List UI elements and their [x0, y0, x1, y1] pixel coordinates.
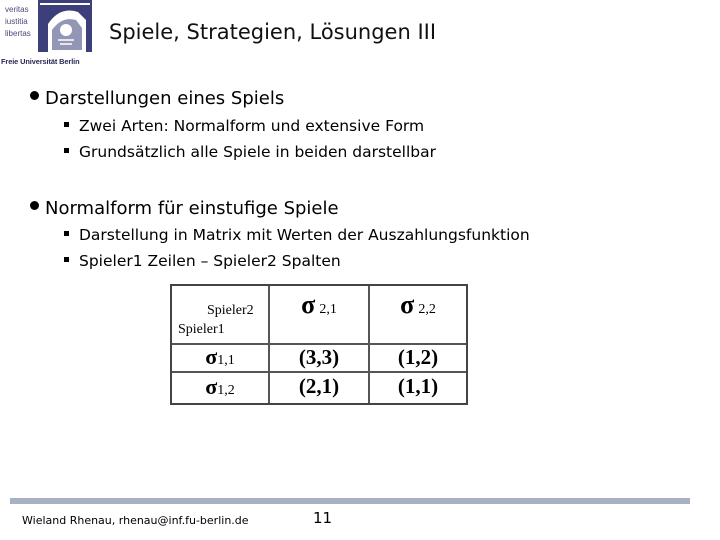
payoff-cell: [270, 374, 368, 399]
slide-title: Spiele, Strategien, Lösungen III: [109, 20, 437, 44]
payoff-value: (1,2): [397, 345, 439, 369]
bullet-heading: [30, 198, 339, 219]
bullet-heading: [30, 88, 284, 109]
payoff-matrix: [170, 284, 468, 405]
logo-motto-line: libertas: [5, 29, 31, 38]
bullet-item-text: Darstellung in Matrix mit Werten der Auszahlungsfunktion: [79, 226, 530, 244]
bullet-item: [64, 117, 424, 135]
payoff-cell: [370, 374, 466, 399]
logo-motto-line: veritas: [5, 5, 29, 14]
bullet-item-text: Zwei Arten: Normalform und extensive Form: [79, 117, 425, 135]
payoff-value: (1,1): [397, 374, 439, 398]
row-header-symbol: σ: [205, 344, 218, 369]
column-header: [370, 290, 466, 320]
bullet-heading-text: Normalform für einstufige Spiele: [45, 198, 339, 219]
bullet-item: [64, 252, 341, 270]
column-header-symbol: σ: [400, 290, 415, 319]
bullet-item-text: Grundsätzlich alle Spiele in beiden darstellbar: [79, 143, 436, 161]
university-logo: [0, 0, 92, 68]
square-bullet-icon: [64, 231, 69, 236]
bullet-item: [64, 143, 436, 161]
footer-rule: [10, 498, 690, 504]
payoff-cell: [370, 345, 466, 370]
footer-author: Wieland Rhenau, rhenau@inf.fu-berlin.de: [22, 514, 249, 527]
logo-motto-line: iustitia: [5, 17, 28, 26]
column-header-index: 2,2: [418, 302, 436, 317]
page-number: 11: [313, 509, 333, 527]
row-header-index: 1,2: [217, 383, 235, 398]
column-player-label: Spieler2: [207, 303, 254, 318]
bullet-dot-icon: [30, 201, 39, 210]
row-player-label: Spieler1: [178, 322, 225, 337]
row-header: [172, 344, 268, 370]
matrix-divider: [172, 371, 466, 373]
payoff-cell: [270, 345, 368, 370]
row-header-symbol: σ: [205, 374, 218, 399]
row-header: [172, 374, 268, 400]
bullet-item-text: Spieler1 Zeilen – Spieler2 Spalten: [79, 252, 341, 270]
bullet-dot-icon: [30, 91, 39, 100]
bullet-item: [64, 226, 530, 244]
square-bullet-icon: [64, 257, 69, 262]
column-header: [270, 290, 368, 320]
logo-university-name: Freie Universität Berlin: [1, 57, 80, 66]
bullet-heading-text: Darstellungen eines Spiels: [45, 88, 285, 109]
column-header-index: 2,1: [319, 302, 337, 317]
payoff-value: (2,1): [298, 374, 340, 398]
square-bullet-icon: [64, 122, 69, 127]
column-header-symbol: σ: [301, 290, 316, 319]
row-header-index: 1,1: [217, 353, 235, 368]
payoff-value: (3,3): [298, 345, 340, 369]
square-bullet-icon: [64, 148, 69, 153]
